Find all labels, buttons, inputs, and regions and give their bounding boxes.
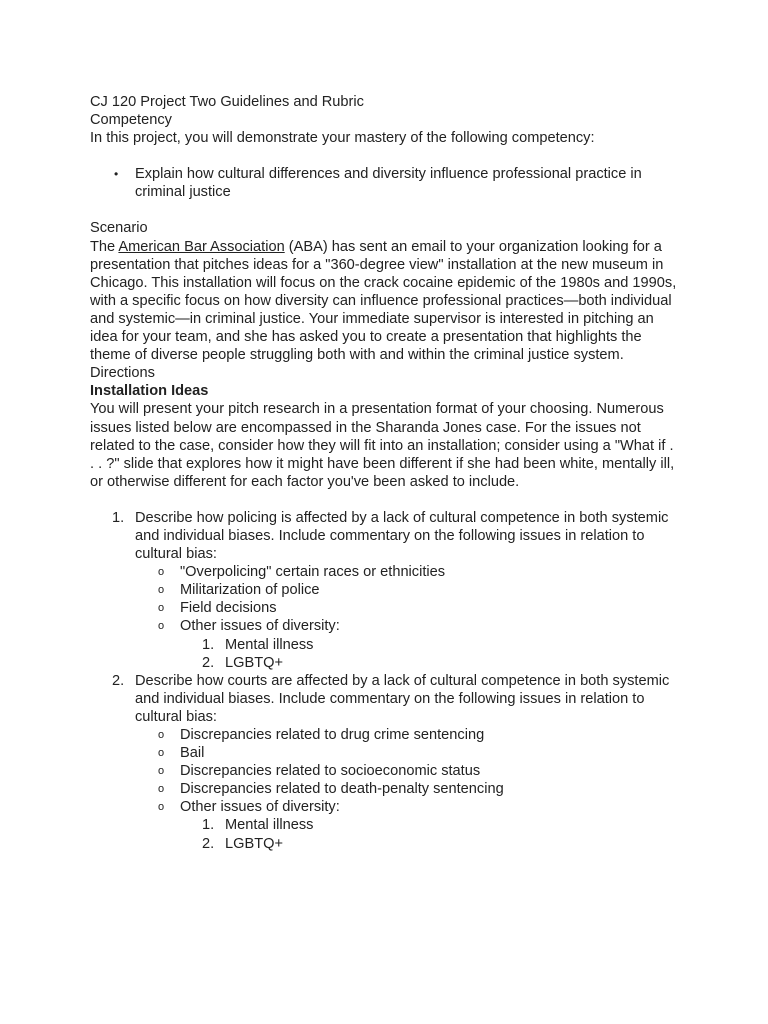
sub-item-text: Discrepancies related to drug crime sentencing — [180, 727, 485, 743]
requirement-text: Describe how policing is affected by a lack of cultural competence in both systemic and individual biases. Include commentary on the following issues in relation to cultural bias: — [135, 509, 669, 563]
sub-item-text: Discrepancies related to death-penalty sentencing — [180, 781, 504, 798]
competency-heading: Competency — [90, 112, 172, 129]
inner-number: 2. — [202, 654, 215, 671]
inner-number: 1. — [202, 817, 215, 834]
inner-number: 1. — [202, 636, 215, 653]
sub-list-item — [135, 762, 680, 780]
sub-list — [135, 563, 680, 672]
inner-item-text: LGBTQ+ — [225, 654, 283, 671]
competency-list-item — [90, 165, 680, 201]
inner-item-text: Mental illness — [225, 636, 314, 653]
item-number: 2. — [112, 672, 125, 689]
sub-item-text: Other issues of diversity: — [180, 618, 340, 635]
competency-list — [90, 165, 680, 201]
inner-item-text: LGBTQ+ — [225, 835, 283, 852]
spacer — [90, 201, 680, 219]
scenario-text-rest: (ABA) has sent an email to your organization looking for a presentation that pitches ideas for a "360-degree view" installation at the new museum in Chicago. This installation will focus on the crack cocaine epidemic of the 1980s and 1990s, with a specific focus on how diversity can influence professional practices—both individual and systemic—in criminal justice. Your immediate supervisor is interested in pitching an idea for your team, and she has asked you to create a presentation that highlights the theme of diverse people struggling both with and within the criminal justice system. — [90, 238, 677, 364]
sub-list-item — [135, 617, 680, 671]
scenario-heading: Scenario — [90, 220, 148, 237]
inner-list-item — [180, 654, 680, 672]
circle-bullet-icon: o — [158, 584, 165, 597]
inner-list-item — [180, 835, 680, 853]
circle-bullet-icon: o — [158, 729, 165, 741]
circle-bullet-icon: o — [158, 620, 165, 633]
requirement-text: Describe how courts are affected by a lack of cultural competence in both systemic and individual biases. Include commentary on the following issues in relation to cultural bias: — [135, 672, 670, 725]
sub-item-text: Militarization of police — [180, 582, 320, 599]
sub-list-item — [135, 744, 680, 762]
sub-list-item — [135, 581, 680, 599]
inner-list — [180, 636, 680, 672]
circle-bullet-icon: o — [158, 783, 165, 796]
circle-bullet-icon: o — [158, 602, 165, 615]
sub-item-text: Other issues of diversity: — [180, 799, 340, 816]
aba-link[interactable]: American Bar Association — [118, 238, 285, 255]
directions-paragraph: You will present your pitch research in a presentation format of your choosing. Numerous issues listed below are encompassed in the Sharanda Jones case. For the issues not related to the case, consider how they will fit into an installation; consider using a "What if . . . ?" slide that explores how it might have been different if she had been white, mentally ill, or otherwise different for each factor you've been asked to include. — [90, 401, 675, 490]
sub-list-item — [135, 726, 680, 744]
sub-list-item — [135, 780, 680, 798]
requirement-item — [90, 672, 680, 853]
inner-list-item — [180, 636, 680, 654]
competency-intro: In this project, you will demonstrate your mastery of the following competency: — [90, 130, 595, 147]
document-page — [90, 93, 680, 853]
sub-item-text: "Overpolicing" certain races or ethnicities — [180, 564, 446, 581]
sub-list-item — [135, 798, 680, 852]
item-number: 1. — [112, 509, 125, 526]
inner-number: 2. — [202, 835, 215, 852]
sub-list-item — [135, 563, 680, 581]
directions-heading: Directions — [90, 365, 155, 382]
inner-item-text: Mental illness — [225, 817, 314, 834]
scenario-paragraph — [90, 238, 680, 365]
sub-item-text: Field decisions — [180, 600, 277, 617]
competency-bullet-text: Explain how cultural differences and diversity influence professional practice in criminal justice — [135, 166, 642, 201]
spacer — [90, 147, 680, 165]
requirement-item — [90, 509, 680, 672]
sub-item-text: Bail — [180, 745, 205, 762]
sub-list-item — [135, 599, 680, 617]
circle-bullet-icon: o — [158, 765, 165, 778]
scenario-text-start: The — [90, 238, 119, 255]
sub-list — [135, 726, 680, 853]
requirements-list — [90, 509, 680, 853]
inner-list — [180, 816, 680, 852]
sub-item-text: Discrepancies related to socioeconomic status — [180, 763, 481, 780]
inner-list-item — [180, 816, 680, 834]
document-title: CJ 120 Project Two Guidelines and Rubric — [90, 94, 364, 110]
installation-ideas-heading: Installation Ideas — [90, 383, 209, 400]
circle-bullet-icon: o — [158, 747, 165, 760]
spacer — [90, 491, 680, 509]
circle-bullet-icon: o — [158, 801, 165, 814]
bullet-icon: • — [114, 167, 119, 182]
circle-bullet-icon: o — [158, 566, 165, 579]
